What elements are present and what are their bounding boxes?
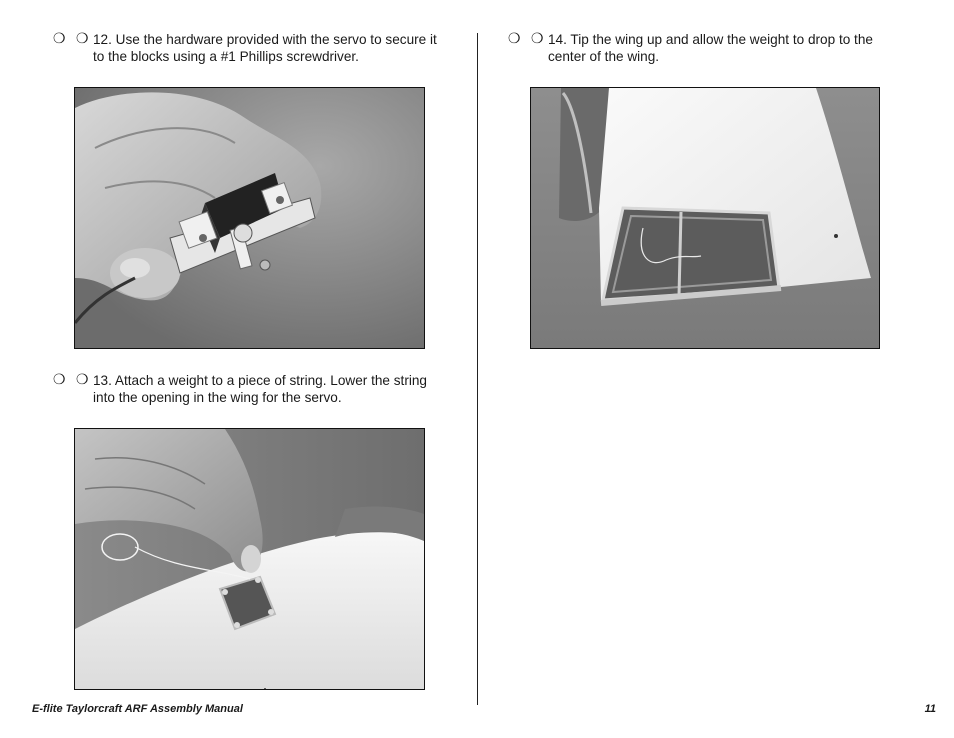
step-13-line-2: into the opening in the wing for the servo. [93,390,342,405]
step-13 [53,372,463,408]
servo-mount-photo [74,87,425,349]
step-12-checkboxes[interactable]: ❍ ❍ [53,31,92,47]
step-14 [508,31,918,67]
step-13-line-1: 13. Attach a weight to a piece of string. Lower the string [93,373,427,388]
wing-tipped-photo [530,87,880,349]
step-12-text [93,31,437,65]
page-number: 11 [924,703,936,715]
column-divider [477,33,478,705]
step-13-text [93,372,427,406]
footer-manual-title: E-flite Taylorcraft ARF Assembly Manual [32,703,243,715]
step-12 [53,31,463,67]
step-14-line-2: center of the wing. [548,49,660,64]
step-14-text [548,31,873,65]
step-13-checkboxes[interactable]: ❍ ❍ [53,372,92,388]
step-12-line-1: 12. Use the hardware provided with the servo to secure it [93,32,437,47]
step-14-checkboxes[interactable]: ❍ ❍ [508,31,547,47]
step-12-line-2: to the blocks using a #1 Phillips screwdriver. [93,49,359,64]
step-14-line-1: 14. Tip the wing up and allow the weight to drop to the [548,32,873,47]
string-weight-photo [74,428,425,690]
